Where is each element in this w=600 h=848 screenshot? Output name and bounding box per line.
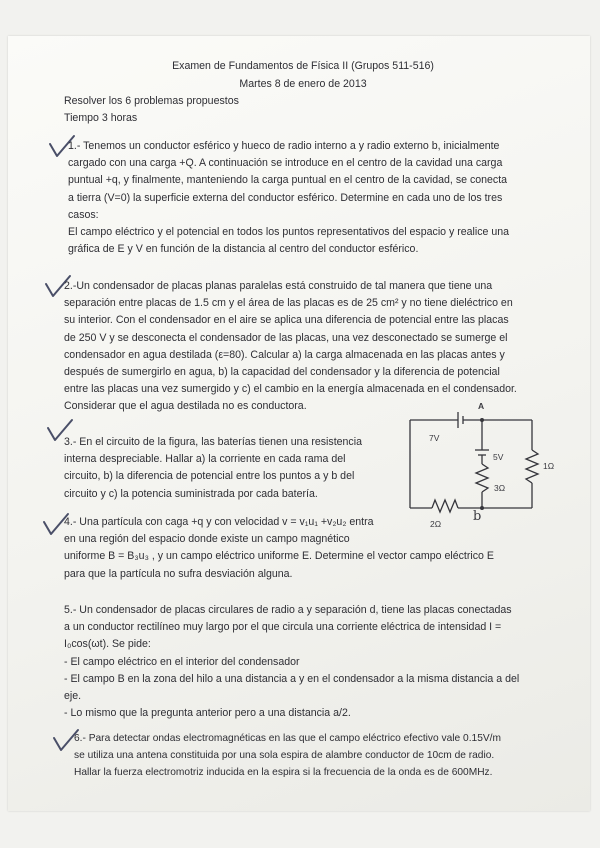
- problem-5-line: 5.- Un condensador de placas circulares de radio a y separación d, tiene las placas conectadas: [64, 604, 512, 616]
- label-battery-5v: 5V: [493, 452, 504, 462]
- problem-2-line: después de sumergirlo en agua, b) la capacidad del condensador y la diferencia de potencial: [64, 366, 500, 379]
- label-resistor-2: 2Ω: [430, 519, 442, 529]
- problem-2-line: condensador en agua destilada (ε=80). Calcular a) la carga almacenada en las placas antes y: [64, 348, 505, 361]
- problem-6-line: Hallar la fuerza electromotriz inducida en la espira si la frecuencia de la onda es de 600MHz.: [74, 767, 493, 779]
- label-point-b: b: [473, 509, 482, 524]
- problem-1-line: a tierra (V=0) la superficie externa del conductor esférico. Determine en cada uno de los tres: [68, 191, 503, 204]
- label-point-a: A: [478, 401, 485, 411]
- problem-2-line: 2.-Un condensador de placas planas paralelas está construido de tal manera que tiene una: [64, 280, 493, 292]
- problem-2-line: su interior. Con el condensador en el aire se aplica una diferencia de potencial entre las placas: [64, 314, 509, 327]
- exam-title: Examen de Fundamentos de Física II (Grupos 511-516): [172, 60, 434, 72]
- problem-2-line: Considerar que el agua destilada no es conductora.: [64, 400, 307, 413]
- problem-3-line: circuito, b) la diferencia de potencial entre los puntos a y b del: [64, 470, 355, 483]
- problem-3: [64, 434, 384, 503]
- exam-date: Martes 8 de enero de 2013: [239, 78, 367, 90]
- problem-5: [64, 602, 594, 722]
- problem-2-line: entre las placas una vez sumergido y c) el cambio en la energía almacenada en el condensador.: [64, 383, 517, 396]
- label-resistor-3: 3Ω: [494, 483, 506, 493]
- problem-5-line: - Lo mismo que la pregunta anterior pero a una distancia a/2.: [64, 707, 351, 720]
- problem-6: [74, 730, 594, 782]
- problem-3-line: circuito y c) la potencia suministrada por cada batería.: [64, 487, 318, 500]
- problem-2-line: de 250 V y se desconecta el condensador de las placas, una vez desconectado se sumerge el: [64, 331, 508, 344]
- problem-4-line: para que la partícula no sufra desviación alguna.: [64, 567, 293, 580]
- problem-3-line: 3.- En el circuito de la figura, las baterías tienen una resistencia: [64, 436, 362, 448]
- problem-1-line: gráfica de E y V en función de la distancia al centro del conductor esférico.: [68, 243, 419, 256]
- problem-4: [64, 509, 594, 583]
- problem-6-line: 6.- Para detectar ondas electromagnéticas en las que el campo eléctrico efectivo vale 0.15V/m: [74, 733, 501, 744]
- exam-sheet: [8, 36, 590, 811]
- problem-1-line: El campo eléctrico y el potencial en todos los puntos representativos del espacio y realice una: [68, 226, 510, 239]
- problem-1: [68, 138, 593, 258]
- problem-2-line: separación entre placas de 1.5 cm y el área de las placas es de 25 cm² y no tiene dieléctrico en: [64, 297, 513, 310]
- node-a: [480, 418, 484, 422]
- problem-1-line: casos:: [68, 208, 99, 221]
- problem-5-line: - El campo B en la zona del hilo a una distancia a y en el condensador a la misma distancia a del: [64, 672, 520, 685]
- problem-5-line: I₀cos(ωt). Se pide:: [64, 638, 151, 651]
- problem-5-line: - El campo eléctrico en el interior del condensador: [64, 655, 300, 668]
- problem-4-line: en una región del espacio donde existe un campo magnético: [64, 533, 350, 546]
- resistor-1-ohm: [526, 450, 538, 483]
- problem-3-line: interna despreciable. Hallar a) la corriente en cada rama del: [64, 453, 346, 466]
- problem-1-line: puntual +q, y finalmente, manteniendo la carga puntual en el centro de la cavidad, se conecta: [68, 174, 508, 187]
- problem-6-line: se utiliza una antena constituida por una sola espira de alambre conductor de 10cm de radio.: [74, 750, 495, 762]
- label-resistor-1: 1Ω: [543, 461, 555, 471]
- resistor-2-ohm: [432, 500, 458, 512]
- problem-1-line: cargado con una carga +Q. A continuación se introduce en el centro de la cavidad una carga: [68, 157, 503, 170]
- instructions: Resolver los 6 problemas propuestos: [64, 95, 239, 107]
- problem-4-line: uniforme B = B₃u₃ , y un campo eléctrico uniforme E. Determine el vector campo eléctrico E: [64, 550, 494, 563]
- time-limit: Tiempo 3 horas: [64, 112, 138, 124]
- problem-4-line: 4.- Una partícula con caga +q y con velocidad v = v₁u₁ +v₂u₂ entra: [64, 516, 374, 528]
- problem-5-line: a un conductor rectilíneo muy largo por el que circula una corriente eléctrica de intensidad I =: [64, 621, 502, 634]
- resistor-3-ohm: [476, 464, 488, 492]
- problem-5-line: eje.: [64, 690, 82, 703]
- label-battery-7v: 7V: [429, 433, 440, 443]
- problem-2: [64, 278, 594, 416]
- problem-1-line: 1.- Tenemos un conductor esférico y hueco de radio interno a y radio externo b, inicialmente: [68, 140, 500, 152]
